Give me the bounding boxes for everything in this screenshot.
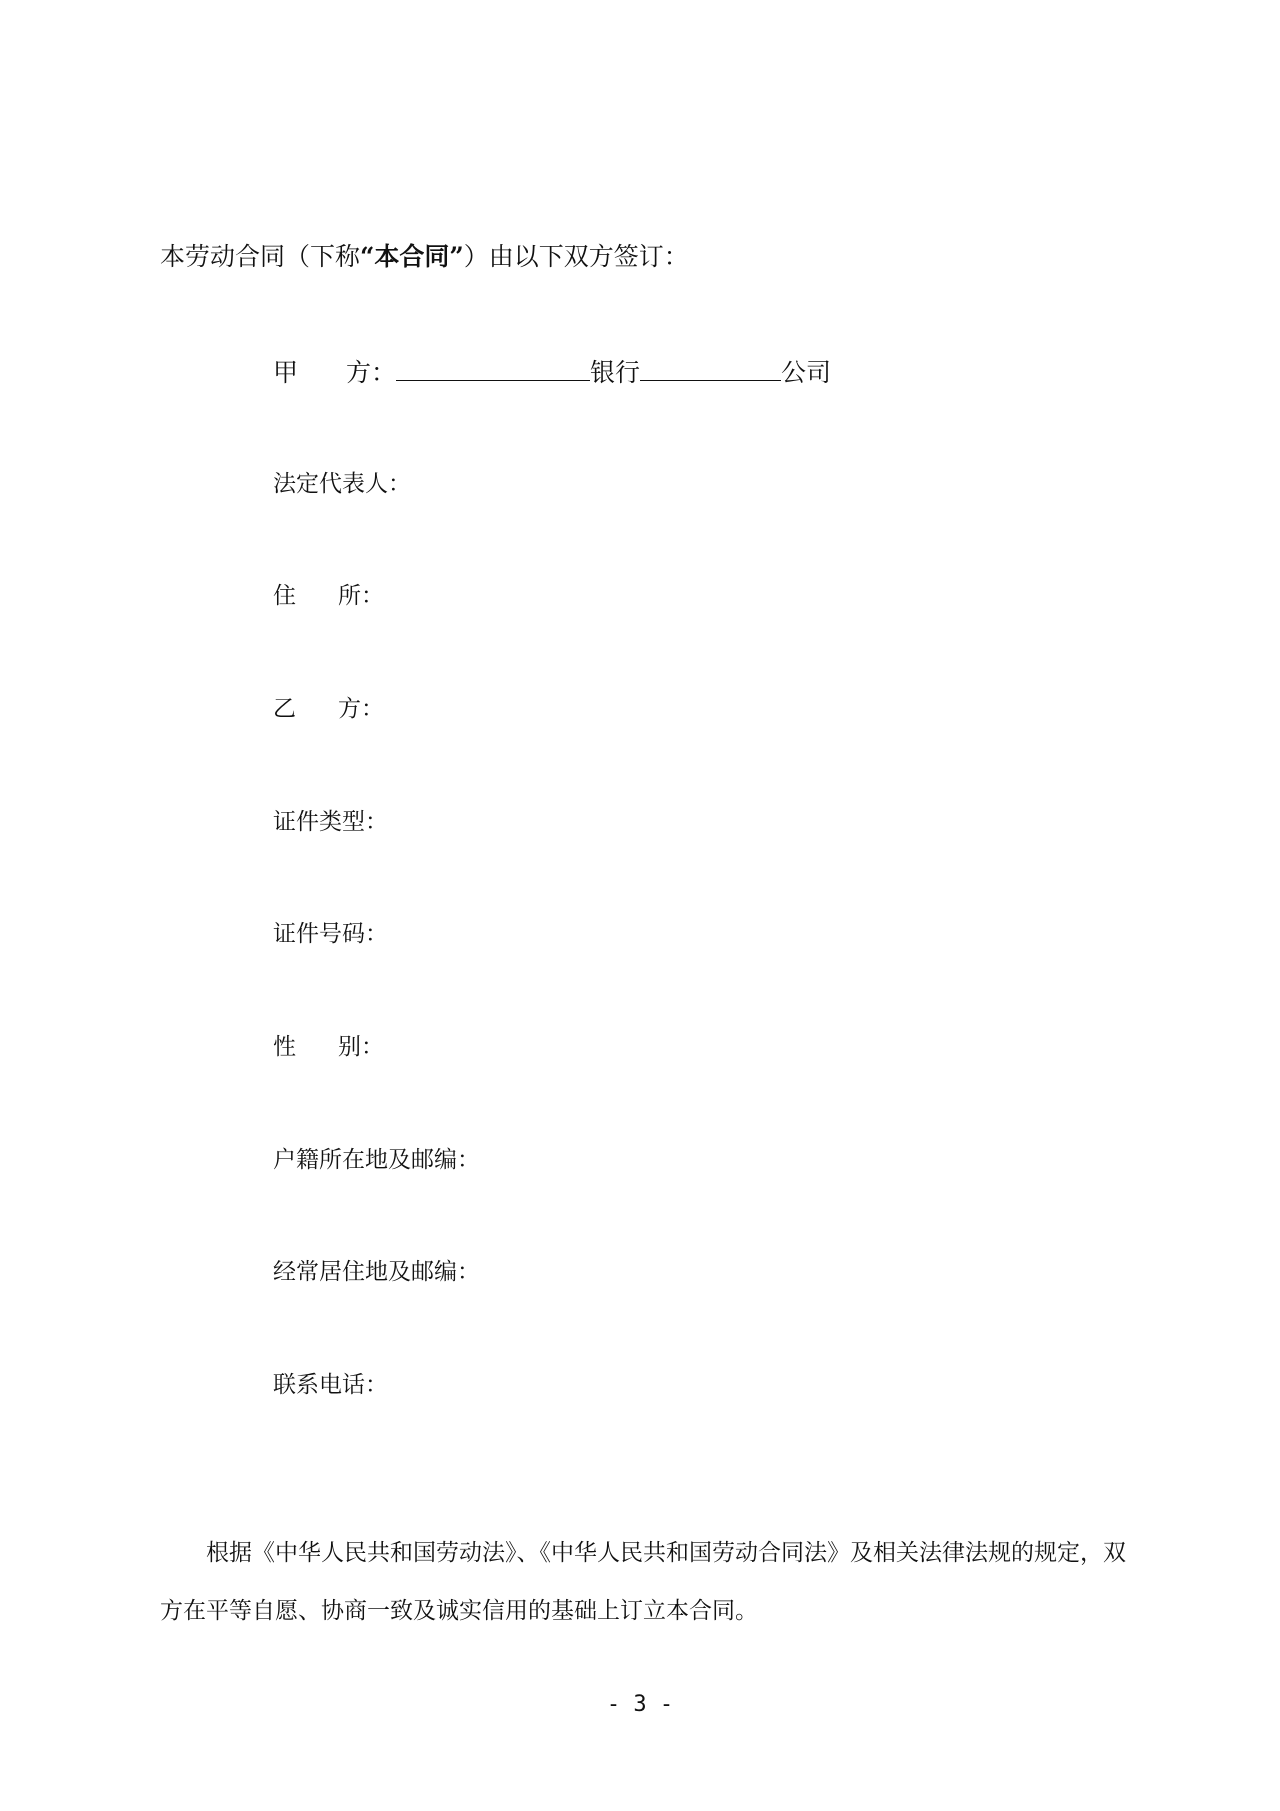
party-b-label-2: 方： [338,696,384,722]
party-a-label-1: 甲 [273,358,299,387]
party-a-bank-blank[interactable] [396,354,590,381]
intro-before: 本劳动合同（下称 [160,242,361,271]
party-b-label-1: 乙 [273,696,296,722]
id-type-field: 证件类型： [273,809,388,835]
household-field: 户籍所在地及邮编： [273,1147,480,1173]
basis-line-2: 方在平等自愿、协商一致及诚实信用的基础上订立本合同。 [160,1598,758,1624]
phone-field: 联系电话： [273,1372,388,1398]
address-field [273,580,384,612]
basis-line-1: 根据《中华人民共和国劳动法》、《中华人民共和国劳动合同法》及相关法律法规的规定，双 [206,1540,1126,1566]
party-a-bank: 银行 [590,358,641,387]
party-b-field [273,693,384,725]
residence-field: 经常居住地及邮编： [273,1259,480,1285]
party-a-line [273,354,831,389]
gender-label-1: 性 [273,1034,296,1060]
gender-label-2: 别： [338,1034,384,1060]
party-a-label-2: 方： [346,358,397,387]
intro-sentence [160,240,689,274]
page-number: - 3 - [606,1692,674,1717]
id-number-field: 证件号码： [273,921,388,947]
legal-rep-field: 法定代表人： [273,471,411,497]
address-label-1: 住 [273,583,296,609]
party-a-company-blank[interactable] [640,354,781,381]
address-label-2: 所： [338,583,384,609]
intro-defined-term: “本合同” [360,242,464,271]
intro-after: ）由以下双方签订： [463,242,689,271]
gender-field [273,1031,384,1063]
party-a-company: 公司 [781,358,832,387]
